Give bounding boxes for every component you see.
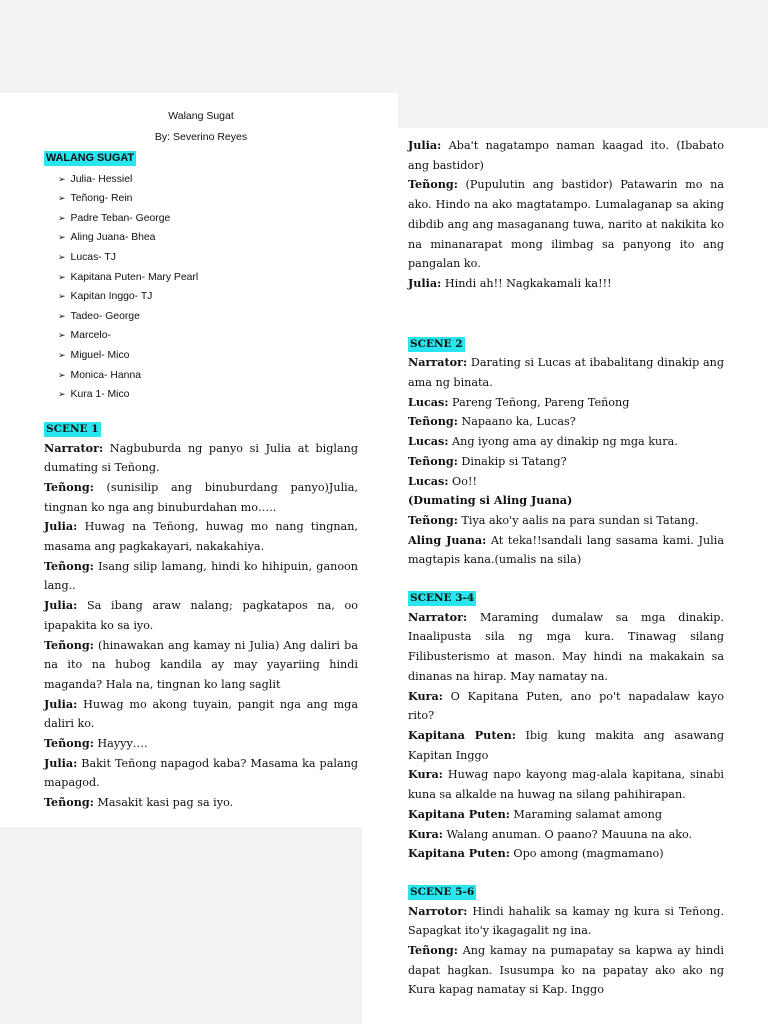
speaker-name: Teñong: <box>408 943 458 958</box>
dialogue-text: Huwag na Teñong, huwag mo nang tingnan, masama ang pagkakayari, nakakahiya. <box>44 520 358 554</box>
cast-item: ➢ Padre Teban- George <box>58 209 358 229</box>
scene-1-dialogue <box>44 439 358 813</box>
dialogue-text: Bakit Teñong napagod kaba? Masama ka palang mapagod. <box>44 756 358 790</box>
cast-item: ➢ Teñong- Rein <box>58 189 358 209</box>
dialogue-text: Nagbuburda ng panyo si Julia at biglang dumating si Teñong. <box>44 441 358 475</box>
cast-item: ➢ Kapitan Inggo- TJ <box>58 287 358 307</box>
dialogue-line <box>44 754 358 793</box>
speaker-name: Teñong: <box>44 558 94 573</box>
dialogue-text: Napaano ka, Lucas? <box>457 415 576 429</box>
dialogue-text: Huwag mo akong tuyain, pangit nga ang mga daliri ko. <box>44 697 358 731</box>
scene-3-4-dialogue <box>408 608 724 864</box>
speaker-name: Aling Juana: <box>408 532 487 547</box>
dialogue-text: Walang anuman. O paano? Mauuna na ako. <box>442 827 693 841</box>
cast-item: ➢ Kapitana Puten- Mary Pearl <box>58 268 358 288</box>
dialogue-line <box>408 136 724 175</box>
right-column <box>408 136 724 1000</box>
cast-item: ➢ Monica- Hanna <box>58 366 358 386</box>
dialogue-text: Masakit kasi pag sa iyo. <box>93 796 234 810</box>
speaker-name: Kura: <box>408 767 443 782</box>
dialogue-text: Darating si Lucas at ibabalitang dinakip ang ama ng binata. <box>408 356 724 390</box>
dialogue-line <box>44 557 358 596</box>
dialogue-line <box>44 478 358 517</box>
speaker-name: Julia: <box>44 519 78 534</box>
scene-5-6-heading: SCENE 5-6 <box>410 885 475 898</box>
dialogue-line <box>408 825 724 845</box>
dialogue-line <box>44 734 358 754</box>
speaker-name: Teñong: <box>44 795 94 810</box>
speaker-name: Narrator: <box>44 440 104 455</box>
speaker-name: Julia: <box>408 138 442 152</box>
dialogue-text: (sunisilip ang binuburdang panyo)Julia, tingnan ko nga ang binuburdahan mo….. <box>44 480 358 514</box>
cast-item: ➢ Kura 1- Mico <box>58 385 358 405</box>
dialogue-text: Hayyy…. <box>93 737 148 751</box>
speaker-name: Kapitana Puten: <box>408 806 510 821</box>
dialogue-line <box>408 175 724 274</box>
dialogue-line <box>408 805 724 825</box>
speaker-name: Teñong: <box>44 479 94 494</box>
dialogue-line <box>408 274 724 294</box>
dialogue-line <box>44 596 358 635</box>
dialogue-line <box>44 636 358 695</box>
speaker-name: Lucas: <box>408 394 449 409</box>
dialogue-text: Hindi ah!! Nagkakamali ka!!! <box>441 276 612 290</box>
speaker-name: Lucas: <box>408 434 449 449</box>
scene-3-4-heading: SCENE 3-4 <box>410 592 475 605</box>
dialogue-line <box>408 432 724 452</box>
script-title: Walang Sugat <box>168 110 234 122</box>
speaker-name: Narrotor: <box>408 903 468 918</box>
dialogue-line <box>408 452 724 472</box>
dialogue-line <box>408 353 724 392</box>
dialogue-line <box>408 608 724 687</box>
dialogue-text: Hindi hahalik sa kamay ng kura si Teñong. Sapagkat ito'y ikagagalit ng ina. <box>408 904 724 938</box>
speaker-name: Teñong: <box>408 453 458 468</box>
cast-item: ➢ Aling Juana- Bhea <box>58 228 358 248</box>
cast-item: ➢ Lucas- TJ <box>58 248 358 268</box>
dialogue-line <box>408 726 724 765</box>
dialogue-line <box>408 941 724 1000</box>
speaker-name: Julia: <box>44 598 78 613</box>
dialogue-text: O Kapitana Puten, ano po't napadalaw kayo rito? <box>408 689 724 723</box>
dialogue-text: Tiya ako'y aalis na para sundan si Tatang. <box>457 513 699 527</box>
cast-item: ➢ Miguel- Mico <box>58 346 358 366</box>
stage-direction: (Dumating si Aling Juana) <box>408 493 573 508</box>
dialogue-text: Ang kamay na pumapatay sa kapwa ay hindi dapat hagkan. Isusumpa ko na papatay ako ako ng Kura kapag namatay si Kap. Inggo <box>408 944 724 997</box>
speaker-name: Kura: <box>408 688 443 703</box>
speaker-name: Teñong: <box>408 414 458 429</box>
dialogue-line <box>408 902 724 941</box>
dialogue-text: Sa ibang araw nalang; pagkatapos na, oo ipapakita ko sa iyo. <box>44 599 358 632</box>
dialogue-line <box>408 393 724 413</box>
dialogue-text: Isang silip lamang, hindi ko hihipuin, ganoon lang.. <box>44 559 358 593</box>
dialogue-line <box>408 472 724 492</box>
speaker-name: Kapitana Puten: <box>408 846 510 861</box>
cast-heading: WALANG SUGAT <box>46 152 134 164</box>
dialogue-line <box>44 439 358 478</box>
dialogue-text: Oo!! <box>448 474 477 488</box>
dialogue-text: (hinawakan ang kamay ni Julia) Ang daliri ba na ito na hubog kandila ay may yayariing hindi maganda? Hala na, tingnan ko lang saglit <box>44 638 358 691</box>
speaker-name: Teñong: <box>408 177 458 192</box>
scene-5-6-dialogue <box>408 902 724 1001</box>
cast-item: ➢ Marcelo- <box>58 326 358 346</box>
cast-item: ➢ Tadeo- George <box>58 307 358 327</box>
dialogue-text: At teka!!sandali lang sasama kami. Julia magtapis kana.(umalis na sila) <box>408 533 724 567</box>
scene-1-continued <box>408 136 724 294</box>
dialogue-text: Ang iyong ama ay dinakip ng mga kura. <box>448 435 678 449</box>
speaker-name: Teñong: <box>44 736 94 751</box>
dialogue-line <box>408 412 724 432</box>
speaker-name: Kura: <box>408 826 443 841</box>
speaker-name: Julia: <box>44 755 78 770</box>
dialogue-line <box>44 695 358 734</box>
dialogue-text: Maraming salamat among <box>509 807 663 821</box>
speaker-name: Julia: <box>408 275 442 290</box>
dialogue-text: Aba't nagatampo naman kaagad ito. (Ibabato ang bastidor) <box>408 139 724 172</box>
cast-item: ➢ Julia- Hessiel <box>58 170 358 190</box>
dialogue-text: Ibig kung makita ang asawang Kapitan Inggo <box>408 728 725 762</box>
speaker-name: Julia: <box>44 696 78 711</box>
scene-2-dialogue <box>408 353 724 570</box>
cast-list <box>58 170 358 405</box>
dialogue-line <box>408 765 724 804</box>
dialogue-text: Dinakip si Tatang? <box>457 454 567 468</box>
dialogue-text: Maraming dumalaw sa mga dinakip. Inaalipusta sila ng mga kura. Tinawag silang Filibusterismo at mason. May hindi na makakain sa dinanas na hirap. May namatay na. <box>408 610 724 683</box>
speaker-name: Narrator: <box>408 609 468 624</box>
dialogue-text: Huwag napo kayong mag-alala kapitana, sinabi kuna sa alkalde na huwag na silang pahihirapan. <box>408 768 724 802</box>
dialogue-line <box>408 511 724 531</box>
speaker-name: Teñong: <box>408 512 458 527</box>
left-column <box>44 106 358 813</box>
scene-1-heading: SCENE 1 <box>46 422 99 435</box>
scene-2-heading: SCENE 2 <box>410 337 463 350</box>
script-author: By: Severino Reyes <box>154 131 248 143</box>
dialogue-line <box>408 687 724 726</box>
speaker-name: Teñong: <box>44 637 94 652</box>
dialogue-text: Pareng Teñong, Pareng Teñong <box>448 395 630 409</box>
speaker-name: Kapitana Puten: <box>408 727 516 742</box>
speaker-name: Lucas: <box>408 473 449 488</box>
dialogue-line <box>44 517 358 556</box>
dialogue-text: (Pupulutin ang bastidor) Patawarin mo na ako. Hindo na ako magtatampo. Lumalaganap sa aking dibdib ang ang masaganang tuwa, narito at nakikita ko na minanarapat mong ilimbag sa panyong ito ang pangalan ko. <box>408 178 724 271</box>
dialogue-line <box>408 531 724 570</box>
dialogue-line <box>44 793 358 813</box>
dialogue-text: Opo among (magmamano) <box>509 847 664 861</box>
dialogue-line <box>408 844 724 864</box>
speaker-name: Narrator: <box>408 355 468 370</box>
